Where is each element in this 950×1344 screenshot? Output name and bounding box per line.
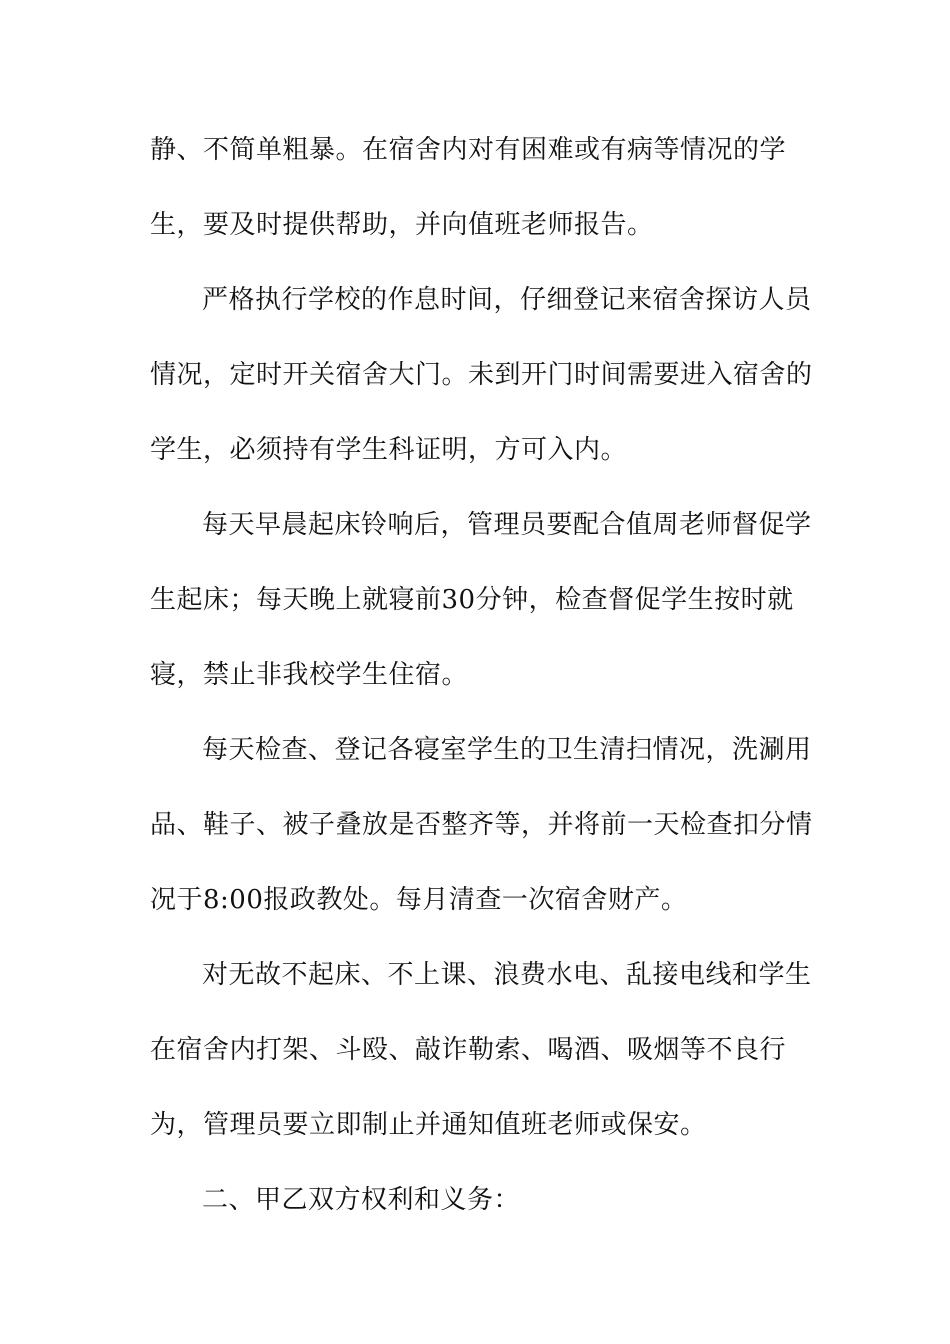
paragraph-start-line: 每天早晨起床铃响后，管理员要配合值周老师督促学 xyxy=(202,510,812,540)
text-line: 寝，禁止非我校学生住宿。 xyxy=(150,660,469,690)
paragraph-start-line: 严格执行学校的作息时间，仔细登记来宿舍探访人员 xyxy=(202,285,812,315)
text-line: 况于8:00报政教处。每月清查一次宿舍财产。 xyxy=(150,885,688,915)
paragraph-start-line: 对无故不起床、不上课、浪费水电、乱接电线和学生 xyxy=(202,960,812,990)
text-line: 学生，必须持有学生科证明，方可入内。 xyxy=(150,435,628,465)
text-line: 为，管理员要立即制止并通知值班老师或保安。 xyxy=(150,1110,707,1140)
text-line: 在宿舍内打架、斗殴、敲诈勒索、喝酒、吸烟等不良行 xyxy=(150,1035,787,1065)
section-heading: 二、甲乙双方权利和义务： xyxy=(202,1185,521,1215)
paragraph-start-line: 每天检查、登记各寝室学生的卫生清扫情况，洗涮用 xyxy=(202,735,812,765)
text-line: 生，要及时提供帮助，并向值班老师报告。 xyxy=(150,210,654,240)
text-line: 情况，定时开关宿舍大门。未到开门时间需要进入宿舍的 xyxy=(150,360,813,390)
text-line: 品、鞋子、被子叠放是否整齐等，并将前一天检查扣分情 xyxy=(150,810,813,840)
text-line: 静、不简单粗暴。在宿舍内对有困难或有病等情况的学 xyxy=(150,135,787,165)
text-line: 生起床；每天晚上就寝前30分钟，检查督促学生按时就 xyxy=(150,585,794,615)
